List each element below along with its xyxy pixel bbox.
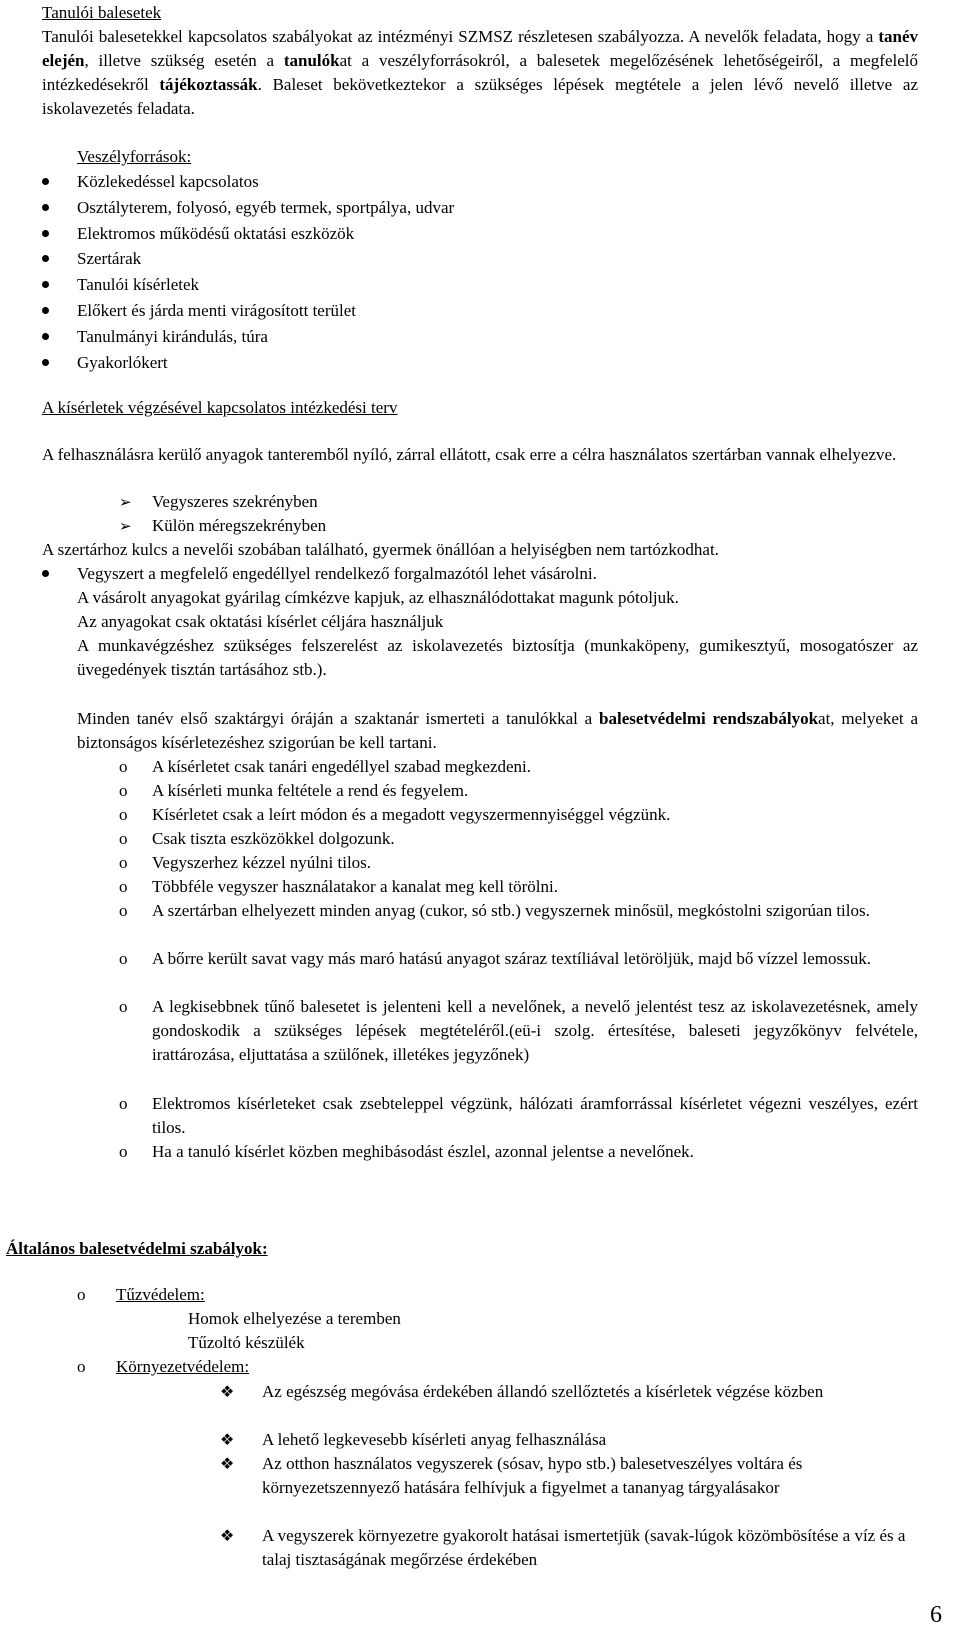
hazard-item: Elektromos működésű oktatási eszközök <box>77 223 355 243</box>
rule-item: A bőrre került savat vagy más maró hatású anyagot száraz textíliával letöröljük, majd bő vízzel lemossuk. <box>152 949 871 968</box>
plan-paragraph: A felhasználásra kerülő anyagok tanteremből nyíló, zárral ellátott, csak erre a célra használatos szertárban vannak elhelyezve. <box>42 445 897 464</box>
bullet-icon <box>42 333 49 340</box>
circle-bullet-icon: o <box>119 1142 128 1161</box>
hazard-item: Osztályterem, folyosó, egyéb termek, sportpálya, udvar <box>77 197 455 217</box>
rule-item: Elektromos kísérleteket csak zsebteleppel végzünk, hálózati áramforrással kísérletet végezni veszélyes, ezért tilos. <box>152 1094 918 1137</box>
hazard-item: Tanulói kísérletek <box>77 275 200 295</box>
first-lesson-paragraph <box>77 707 918 755</box>
circle-bullet-icon: o <box>77 1357 86 1376</box>
fire-label: Tűzvédelem: <box>116 1285 205 1304</box>
rule-item: Csak tiszta eszközökkel dolgozunk. <box>152 829 395 848</box>
circle-bullet-icon: o <box>119 805 128 824</box>
circle-bullet-icon: o <box>119 853 128 872</box>
env-item: Az egészség megóvása érdekében állandó szellőztetés a kísérletek végzése közben <box>262 1382 824 1401</box>
intro-bold-2: tanulók <box>283 51 340 70</box>
bullet-icon <box>42 230 49 237</box>
arrow-item: Vegyszeres szekrényben <box>152 492 318 511</box>
equipment-text: A munkavégzéshez szükséges felszerelést az iskolavezetés biztosítja (munkaköpeny, gumikesztyű, mosogatószer az üvegedények tisztán tartásához stb.). <box>77 636 918 679</box>
rule-item: Többféle vegyszer használatakor a kanalat meg kell törölni. <box>152 877 558 896</box>
intro-bold-1: tanév elején <box>42 27 918 70</box>
diamond-bullet-icon: ❖ <box>220 1382 235 1401</box>
arrow-bullet-icon: ➢ <box>119 493 132 511</box>
circle-bullet-icon: o <box>119 1094 128 1113</box>
label-line: A vásárolt anyagokat gyárilag címkézve kapjuk, az elhasználódottakat magunk pótoljuk. <box>77 588 679 607</box>
rule-item: A kísérletet csak tanári engedéllyel szabad megkezdeni. <box>152 757 532 776</box>
first-lesson-text-2: at, melyeket a biztonságos kísérletezéshez szigorúan be kell tartani. <box>77 709 919 752</box>
bullet-icon <box>42 255 49 262</box>
env-item: A vegyszerek környezetre gyakorolt hatásai ismertetjük (savak-lúgok közömbösítése a víz és a talaj tisztaságának megőrzése érdekében <box>262 1526 906 1569</box>
env-item: Az otthon használatos vegyszerek (sósav, hypo stb.) balesetveszélyes voltára és környezetszennyező hatására felhívjuk a figyelmet a tananyag tárgyalásakor <box>262 1454 803 1497</box>
intro-text-2: , illetve szükség esetén a <box>84 51 284 70</box>
first-lesson-bold: balesetvédelmi rendszabályok <box>599 709 819 728</box>
arrow-item: Külön méregszekrényben <box>152 516 327 535</box>
equipment-line <box>77 634 918 682</box>
usage-line: Az anyagokat csak oktatási kísérlet céljára használjuk <box>77 612 444 631</box>
hazards-heading: Veszélyforrások: <box>77 147 192 166</box>
section-title: Tanulói balesetek <box>42 3 162 22</box>
env-label: Környezetvédelem: <box>116 1357 250 1376</box>
circle-bullet-icon: o <box>119 997 128 1016</box>
circle-bullet-icon: o <box>119 901 128 920</box>
hazard-item: Szertárak <box>77 249 142 269</box>
rule-item: A szertárban elhelyezett minden anyag (cukor, só stb.) vegyszernek minősül, megkóstolni szigorúan tilos. <box>152 901 870 920</box>
bullet-icon <box>42 307 49 314</box>
bullet-icon <box>42 281 49 288</box>
rule-item: Vegyszerhez kézzel nyúlni tilos. <box>152 853 372 872</box>
circle-bullet-icon: o <box>119 949 128 968</box>
diamond-bullet-icon: ❖ <box>220 1430 235 1449</box>
hazard-item: Tanulmányi kirándulás, túra <box>77 326 268 346</box>
env-item: A lehető legkevesebb kísérleti anyag felhasználása <box>262 1430 607 1449</box>
bullet-icon <box>42 204 49 211</box>
purchase-line: Vegyszert a megfelelő engedéllyel rendelkező forgalmazótól lehet vásárolni. <box>77 564 597 583</box>
circle-bullet-icon: o <box>119 829 128 848</box>
bullet-icon <box>42 570 49 577</box>
bullet-icon <box>42 178 49 185</box>
hazard-item: Gyakorlókert <box>77 352 168 372</box>
diamond-bullet-icon: ❖ <box>220 1526 235 1545</box>
rule-item: A kísérleti munka feltétele a rend és fegyelem. <box>152 781 469 800</box>
hazard-item: Közlekedéssel kapcsolatos <box>77 172 259 191</box>
page-number: 6 <box>930 1602 942 1628</box>
arrow-bullet-icon: ➢ <box>119 517 132 535</box>
intro-text-1: Tanulói balesetekkel kapcsolatos szabályokat az intézményi SZMSZ részletesen szabályozza. A nevelők feladata, hogy a <box>42 27 879 46</box>
intro-paragraph <box>42 25 918 121</box>
bullet-icon <box>42 359 49 366</box>
intro-text-3: at a veszélyforrásokról, a balesetek megelőzésének lehetőségeiről, a megfelelő intézkedésekről <box>42 51 918 94</box>
circle-bullet-icon: o <box>119 877 128 896</box>
fire-item: Tűzoltó készülék <box>188 1333 305 1352</box>
general-heading: Általános balesetvédelmi szabályok: <box>6 1239 268 1258</box>
circle-bullet-icon: o <box>119 757 128 776</box>
rule-item: Ha a tanuló kísérlet közben meghibásodást észlel, azonnal jelentse a nevelőnek. <box>152 1142 694 1161</box>
diamond-bullet-icon: ❖ <box>220 1454 235 1473</box>
first-lesson-text-1: Minden tanév első szaktárgyi óráján a szaktanár ismerteti a tanulókkal a <box>77 709 600 728</box>
intro-text-4: . Baleset bekövetkeztekor a szükséges lépések megtétele a jelen lévő nevelő illetve az iskolavezetés feladata. <box>42 75 918 118</box>
circle-bullet-icon: o <box>77 1285 86 1304</box>
plan-heading: A kísérletek végzésével kapcsolatos intézkedési terv <box>42 398 398 417</box>
key-line: A szertárhoz kulcs a nevelői szobában található, gyermek önállóan a helyiségben nem tartózkodhat. <box>42 540 719 559</box>
rule-item: A legkisebbnek tűnő balesetet is jelenteni kell a nevelőnek, a nevelő jelentést tesz az iskolavezetésnek, amely gondoskodik a szükséges lépések megtételéről.(eü-i szolg. értesítése, baleseti jegyzőkönyv felvétele, irattározása, eljuttatása a szülőnek, illetékes jegyzőnek) <box>152 997 918 1064</box>
circle-bullet-icon: o <box>119 781 128 800</box>
rule-item: Kísérletet csak a leírt módon és a megadott vegyszermennyiséggel végzünk. <box>152 805 671 824</box>
intro-bold-3: tájékoztassák <box>159 75 258 94</box>
fire-item: Homok elhelyezése a teremben <box>188 1309 401 1328</box>
hazard-item: Előkert és járda menti virágosított terület <box>77 301 356 320</box>
